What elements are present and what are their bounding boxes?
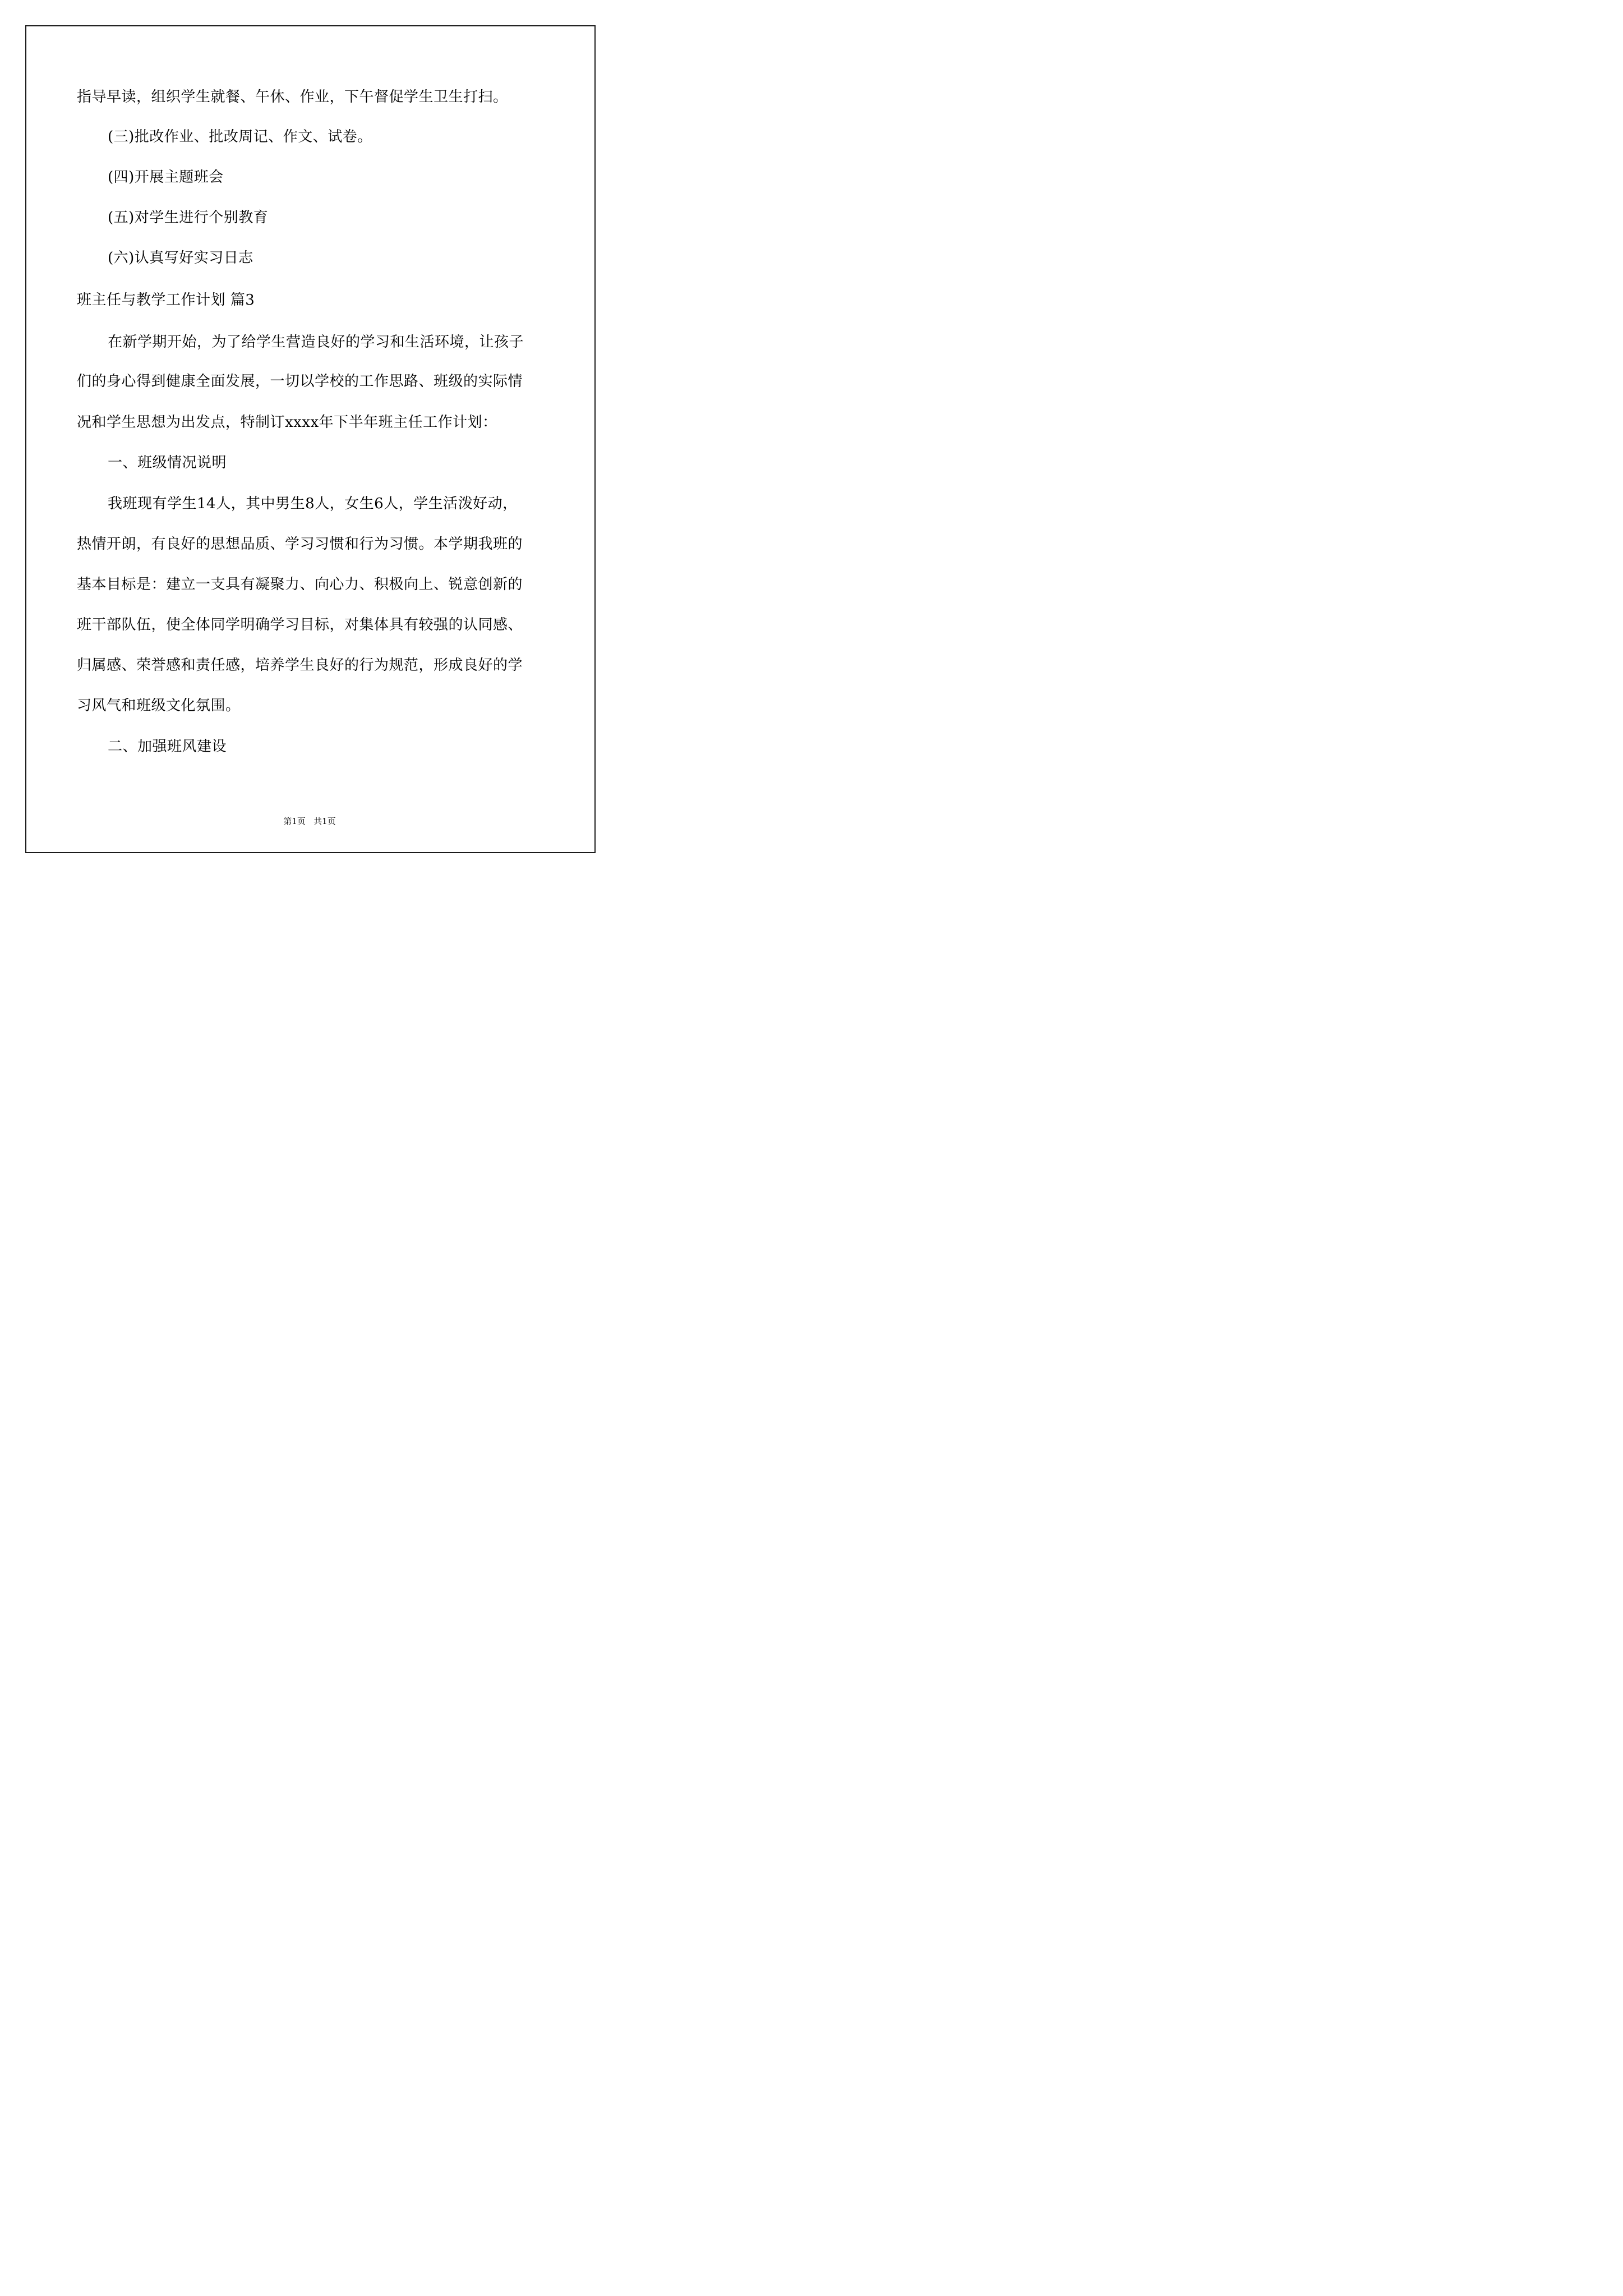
- page-border: [25, 25, 596, 853]
- list-item-3: (三)批改作业、批改周记、作文、试卷。: [108, 128, 372, 145]
- paragraph-line: 指导早读，组织学生就餐、午休、作业，下午督促学生卫生打扫。: [77, 89, 508, 105]
- paragraph-line: 我班现有学生14人，其中男生8人，女生6人，学生活泼好动，: [108, 495, 518, 512]
- list-item-4: (四)开展主题班会: [108, 169, 224, 186]
- section-heading-1: 一、班级情况说明: [108, 454, 227, 471]
- paragraph-line: 班干部队伍，使全体同学明确学习目标，对集体具有较强的认同感、: [77, 616, 523, 633]
- paragraph-line: 习风气和班级文化氛围。: [77, 697, 241, 714]
- page-footer: 第1页 共1页: [283, 816, 336, 826]
- paragraph-line: 归属感、荣誉感和责任感，培养学生良好的行为规范，形成良好的学: [77, 657, 523, 674]
- paragraph-line: 况和学生思想为出发点，特制订xxxx年下半年班主任工作计划：: [77, 414, 497, 431]
- section-heading-2: 二、加强班风建设: [108, 738, 227, 755]
- section-title: 班主任与教学工作计划 篇3: [77, 292, 255, 309]
- paragraph-line: 基本目标是：建立一支具有凝聚力、向心力、积极向上、锐意创新的: [77, 576, 523, 593]
- paragraph-line: 热情开朗，有良好的思想品质、学习习惯和行为习惯。本学期我班的: [77, 536, 523, 553]
- list-item-5: (五)对学生进行个别教育: [108, 209, 269, 226]
- paragraph-line: 在新学期开始，为了给学生营造良好的学习和生活环境，让孩子: [108, 334, 524, 351]
- paragraph-line: 们的身心得到健康全面发展，一切以学校的工作思路、班级的实际情: [77, 373, 523, 390]
- list-item-6: (六)认真写好实习日志: [108, 250, 253, 266]
